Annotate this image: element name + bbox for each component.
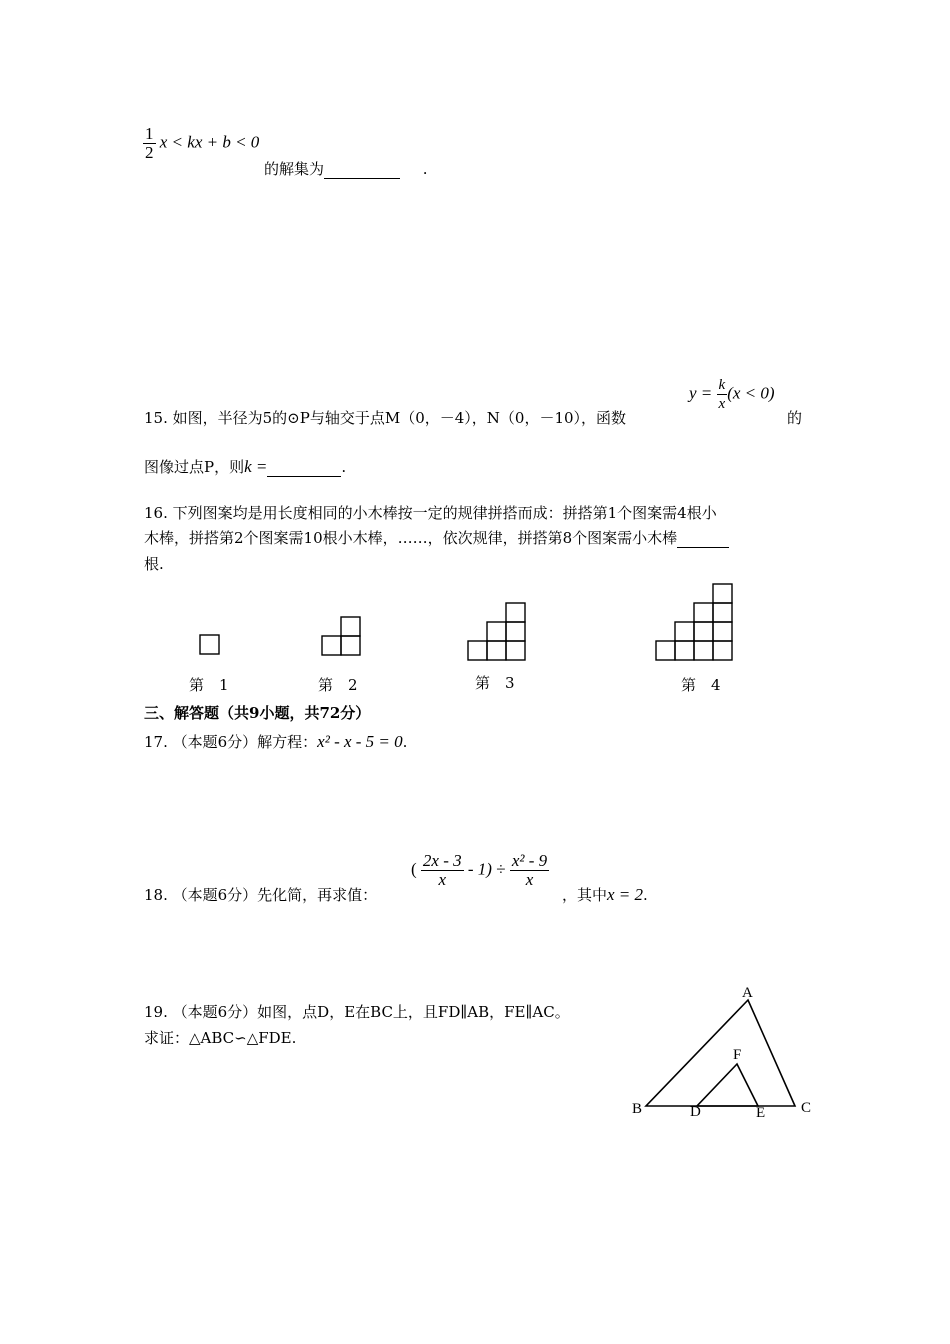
q14-inequality-rest: x < kx + b < 0	[159, 132, 260, 152]
q15-line1-end: 的	[787, 409, 803, 427]
fig3-square	[506, 641, 525, 660]
fig4-square	[694, 603, 713, 622]
q15-line1: 15. 如图，半径为5的⊙P与轴交于点M（0，－4），N（0，－10），函数	[144, 409, 627, 427]
label-e: E	[756, 1105, 766, 1121]
q16-caption-4: 第 4	[681, 676, 721, 694]
fig4-square	[713, 603, 732, 622]
q15-func-fraction: $\frac{k}{x}$	[718, 377, 726, 412]
q19-line1: 19. （本题6分）如图，点D，E在BC上，且FD∥AB，FE∥AC。	[144, 1003, 570, 1021]
triangle-abc	[646, 1000, 795, 1106]
q14-inequality	[143, 125, 259, 162]
q18-expression: ( $\frac{2x - 3}{x}$ - 1) ÷ $\frac{\text{x² - 9}}{x}$	[411, 851, 548, 889]
fig2-square	[341, 617, 360, 636]
q17-line: 17. （本题6分）解方程：x² - x - 5 = 0.	[144, 732, 408, 751]
q16-line3: 根.	[144, 555, 164, 573]
q16-caption-3: 第 3	[475, 674, 515, 692]
triangle-fde	[697, 1064, 758, 1106]
q19-line2: 求证：△ABC∽△FDE.	[144, 1029, 297, 1047]
fig2-square	[322, 636, 341, 655]
q17-equation: x² - x - 5 = 0	[317, 732, 403, 751]
fig4-square	[713, 641, 732, 660]
fig3-square	[487, 641, 506, 660]
q16-caption-1: 第 1	[189, 676, 229, 694]
fig4-square	[675, 641, 694, 660]
fig3-square	[468, 641, 487, 660]
q18-fraction-1: $\frac{2x - 3}{x}$	[422, 851, 462, 889]
label-a: A	[742, 985, 753, 1001]
q14-frac-num: 1	[145, 124, 154, 143]
q18-suffix: ，其中x = 2.	[562, 885, 648, 904]
fig4-square	[713, 584, 732, 603]
label-d: D	[690, 1104, 701, 1120]
fig4-square	[656, 641, 675, 660]
label-f: F	[733, 1047, 742, 1063]
q15-function: y = $\frac{k}{x}$ (x < 0)	[689, 377, 775, 412]
q14-frac-den: 2	[145, 143, 154, 162]
q19-triangle-figure	[0, 980, 950, 1180]
q14-answer-blank[interactable]	[324, 160, 400, 179]
fig2-square	[341, 636, 360, 655]
q16-line2: 木棒，拼搭第2个图案需10根小木棒，……，依次规律，拼搭第8个图案需小木棒	[144, 527, 729, 548]
fig4-square	[694, 622, 713, 641]
q14-suffix: 的解集为 .	[264, 160, 428, 178]
label-c: C	[801, 1100, 812, 1116]
label-b: B	[632, 1101, 643, 1117]
fig3-square	[506, 603, 525, 622]
fig4-square	[694, 641, 713, 660]
fig3-square	[487, 622, 506, 641]
q18-fraction-2: $\frac{\text{x² - 9}}{x}$	[511, 851, 548, 889]
q15-answer-blank[interactable]	[267, 458, 341, 477]
q16-line1: 16. 下列图案均是用长度相同的小木棒按一定的规律拼搭而成：拼搭第1个图案需4根小	[144, 504, 717, 522]
q18-prefix: 18. （本题6分）先化简，再求值：	[144, 886, 378, 904]
fig4-square	[713, 622, 732, 641]
q16-caption-2: 第 2	[318, 676, 358, 694]
q14-fraction	[143, 125, 156, 162]
fig3-square	[506, 622, 525, 641]
fig4-square	[675, 622, 694, 641]
q15-line2: 图像过点P，则k = .	[144, 457, 347, 476]
fig1-square	[200, 635, 219, 654]
section3-title: 三、解答题（共9小题，共72分）	[144, 704, 371, 722]
q16-answer-blank[interactable]	[677, 529, 729, 548]
